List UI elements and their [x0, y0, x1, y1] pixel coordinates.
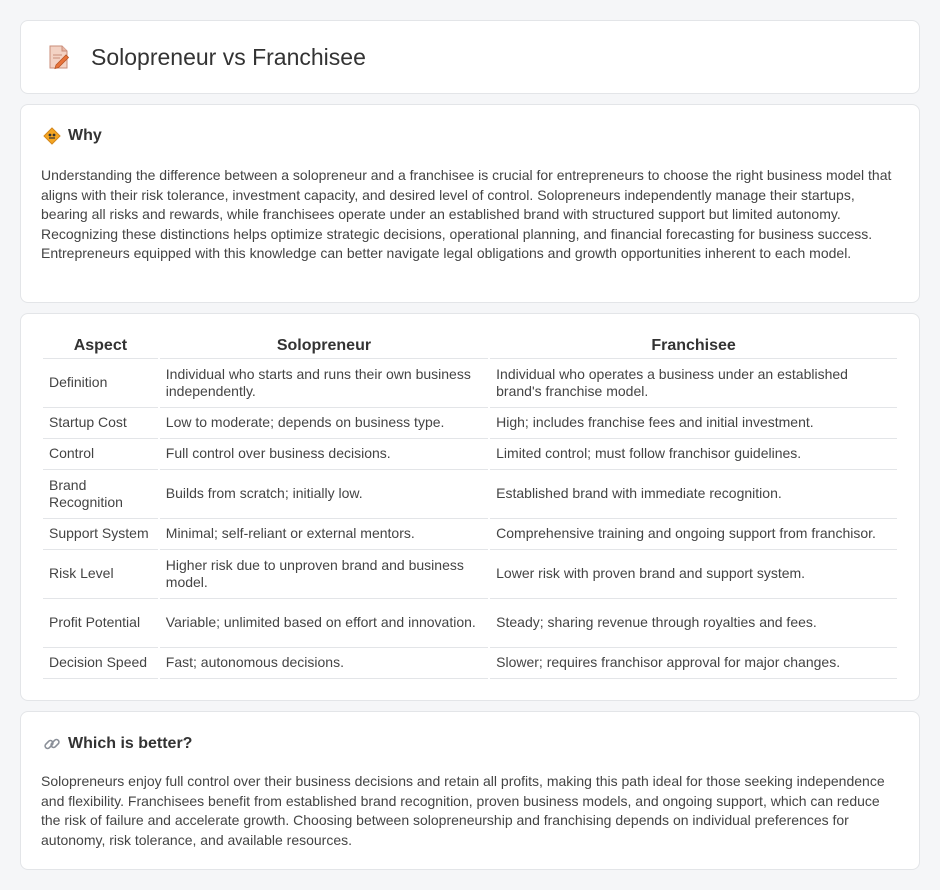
solopreneur-cell: Low to moderate; depends on business type.: [160, 408, 488, 439]
aspect-cell: Control: [43, 439, 158, 470]
franchisee-cell: Established brand with immediate recognition.: [490, 470, 897, 519]
aspect-cell: Risk Level: [43, 550, 158, 599]
table-row: [43, 359, 897, 408]
franchisee-cell: Slower; requires franchisor approval for major changes.: [490, 648, 897, 679]
table-row: [43, 519, 897, 550]
better-title: Which is better?: [68, 735, 193, 752]
solopreneur-cell: Fast; autonomous decisions.: [160, 648, 488, 679]
diamond-sign-icon: [43, 127, 61, 145]
page-title: Solopreneur vs Franchisee: [91, 43, 366, 70]
aspect-cell: Decision Speed: [43, 648, 158, 679]
link-icon: [43, 735, 61, 753]
table-row: [43, 408, 897, 439]
which-is-better-section: [20, 711, 920, 870]
franchisee-cell: Comprehensive training and ongoing support from franchisor.: [490, 519, 897, 550]
aspect-cell: Definition: [43, 359, 158, 408]
aspect-cell: Support System: [43, 519, 158, 550]
table-row: [43, 599, 897, 648]
franchisee-cell: Lower risk with proven brand and support system.: [490, 550, 897, 599]
comparison-section: [20, 313, 920, 701]
table-row: [43, 648, 897, 679]
header-franchisee: Franchisee: [490, 334, 897, 359]
aspect-cell: Brand Recognition: [43, 470, 158, 519]
franchisee-cell: Steady; sharing revenue through royalties and fees.: [490, 599, 897, 648]
why-header: [43, 127, 102, 145]
table-header-row: [43, 334, 897, 359]
franchisee-cell: Limited control; must follow franchisor guidelines.: [490, 439, 897, 470]
aspect-cell: Profit Potential: [43, 599, 158, 648]
franchisee-cell: High; includes franchise fees and initial investment.: [490, 408, 897, 439]
solopreneur-cell: Minimal; self-reliant or external mentors.: [160, 519, 488, 550]
aspect-cell: Startup Cost: [43, 408, 158, 439]
document-pen-icon: [47, 44, 71, 70]
solopreneur-cell: Builds from scratch; initially low.: [160, 470, 488, 519]
table-row: [43, 439, 897, 470]
solopreneur-cell: Variable; unlimited based on effort and innovation.: [160, 599, 488, 648]
table-row: [43, 470, 897, 519]
why-section: [20, 104, 920, 303]
why-title: Why: [68, 127, 102, 144]
header-solopreneur: Solopreneur: [160, 334, 488, 359]
why-body: Understanding the difference between a solopreneur and a franchisee is crucial for entrepreneurs to choose the right business model that aligns with their risk tolerance, investment capacity, and desired level of control. Solopreneurs independently manage their startups, bearing all risks and rewards, while franchisees operate under an established brand with structured support but limited autonomy. Recognizing these distinctions helps optimize strategic decisions, operational planning, and financial forecasting for business success. Entrepreneurs equipped with this knowledge can better navigate legal obligations and growth opportunities inherent to each model.: [41, 167, 892, 262]
franchisee-cell: Individual who operates a business under an established brand's franchise model.: [490, 359, 897, 408]
solopreneur-cell: Full control over business decisions.: [160, 439, 488, 470]
solopreneur-cell: Higher risk due to unproven brand and business model.: [160, 550, 488, 599]
better-header: [43, 735, 192, 753]
table-row: [43, 550, 897, 599]
title-card: [20, 20, 920, 94]
header-aspect: Aspect: [43, 334, 158, 359]
better-body: Solopreneurs enjoy full control over their business decisions and retain all profits, making this path ideal for those seeking independence and flexibility. Franchisees benefit from established brand recognition, proven business models, and ongoing support, which can reduce the risk of failure and accelerate growth. Choosing between solopreneurship and franchising depends on individual preferences for autonomy, risk tolerance, and available resources.: [41, 773, 885, 848]
solopreneur-cell: Individual who starts and runs their own business independently.: [160, 359, 488, 408]
comparison-table: [41, 334, 899, 679]
